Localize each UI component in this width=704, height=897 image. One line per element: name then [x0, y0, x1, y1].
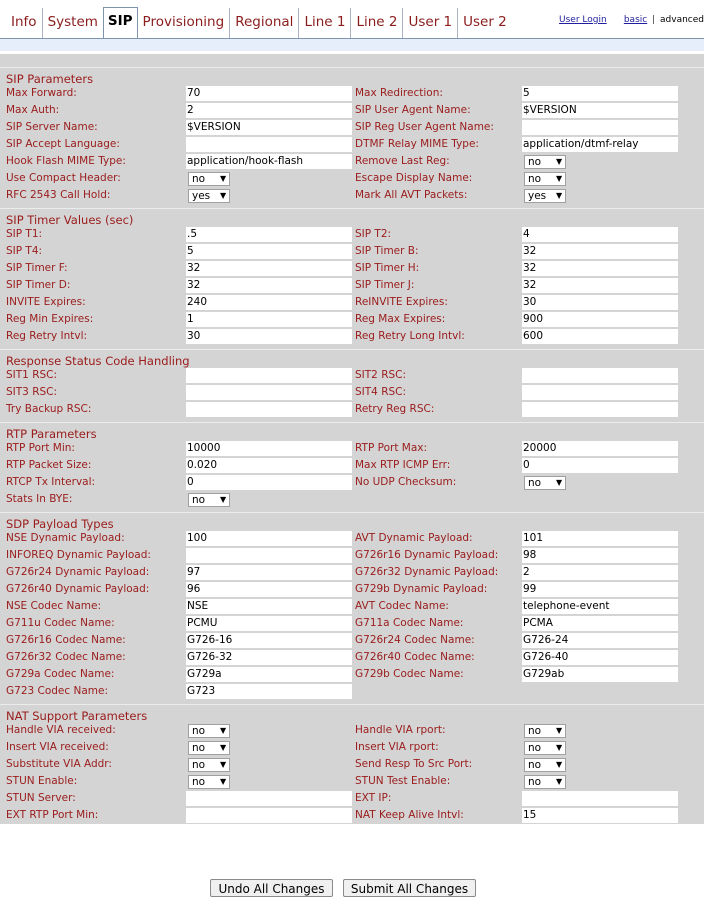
- dropdown-arrow-icon: ▼: [556, 760, 563, 769]
- tab-provisioning[interactable]: Provisioning: [142, 14, 225, 30]
- remove-last-reg-selected-value: no: [528, 155, 542, 168]
- g726r24-dynamic-payload-input[interactable]: 97: [186, 565, 352, 580]
- g726r16-dynamic-payload-input[interactable]: 98: [522, 548, 678, 563]
- sip-reg-user-agent-name-input[interactable]: [522, 120, 678, 135]
- form-row: [0, 440, 704, 457]
- nse-codec-name-label: NSE Codec Name:: [6, 600, 101, 612]
- ext-ip-input[interactable]: [522, 791, 678, 806]
- form-row: [0, 615, 704, 632]
- max-auth-label: Max Auth:: [6, 104, 60, 116]
- form-row: [0, 384, 704, 401]
- dropdown-arrow-icon: ▼: [556, 174, 563, 183]
- handle-via-received-select[interactable]: [188, 724, 230, 738]
- stun-enable-select[interactable]: [188, 775, 230, 789]
- handle-via-rport-select[interactable]: [524, 724, 566, 738]
- form-row: [0, 457, 704, 474]
- form-row: [0, 226, 704, 243]
- substitute-via-addr-selected-value: no: [192, 758, 206, 771]
- g711u-codec-name-label: G711u Codec Name:: [6, 617, 115, 629]
- rtp-port-min-label: RTP Port Min:: [6, 442, 75, 454]
- g726r16-dynamic-payload-label: G726r16 Dynamic Payload:: [355, 549, 499, 561]
- sip-timer-h-input[interactable]: 32: [522, 261, 678, 276]
- reg-retry-intvl-input[interactable]: 30: [186, 329, 352, 344]
- g726r32-dynamic-payload-input[interactable]: 2: [522, 565, 678, 580]
- sip-reg-user-agent-name-label: SIP Reg User Agent Name:: [355, 121, 494, 133]
- max-rtp-icmp-err-input[interactable]: 0: [522, 458, 678, 473]
- tab-user-1[interactable]: User 1: [402, 8, 457, 38]
- g711a-codec-name-label: G711a Codec Name:: [355, 617, 464, 629]
- sip-timer-f-label: SIP Timer F:: [6, 262, 68, 274]
- nat-keep-alive-intvl-label: NAT Keep Alive Intvl:: [355, 809, 464, 821]
- form-row: [0, 547, 704, 564]
- stun-enable-label: STUN Enable:: [6, 775, 78, 787]
- form-row: [0, 367, 704, 384]
- sip-user-agent-name-input[interactable]: $VERSION: [522, 103, 678, 118]
- tab-info[interactable]: Info: [11, 14, 37, 30]
- no-udp-checksum-select-wrapper: [522, 474, 678, 491]
- try-backup-rsc-label: Try Backup RSC:: [6, 403, 92, 415]
- form-row: [0, 756, 704, 773]
- tab-bar: [6, 8, 512, 38]
- view-links: [559, 15, 704, 25]
- form-row: [0, 243, 704, 260]
- dropdown-arrow-icon: ▼: [556, 777, 563, 786]
- use-compact-header-select-wrapper: [186, 170, 354, 187]
- sip-t2-input[interactable]: 4: [522, 227, 678, 242]
- g723-codec-name-label: G723 Codec Name:: [6, 685, 109, 697]
- nse-dynamic-payload-input[interactable]: 100: [186, 531, 352, 546]
- dtmf-relay-mime-type-input[interactable]: application/dtmf-relay: [522, 137, 678, 152]
- advanced-view-label: advanced: [660, 15, 704, 25]
- tab-line-2[interactable]: Line 2: [350, 8, 402, 38]
- stats-in-bye-select[interactable]: [188, 493, 230, 507]
- sit1-rsc-input[interactable]: [186, 368, 352, 383]
- handle-via-rport-select-wrapper: [522, 722, 678, 739]
- handle-via-rport-label: Handle VIA rport:: [355, 724, 446, 736]
- g726r40-codec-name-label: G726r40 Codec Name:: [355, 651, 475, 663]
- sip-t1-input[interactable]: .5: [186, 227, 352, 242]
- remove-last-reg-select[interactable]: [524, 155, 566, 169]
- stun-server-label: STUN Server:: [6, 792, 76, 804]
- insert-via-received-select-wrapper: [186, 739, 354, 756]
- dropdown-arrow-icon: ▼: [556, 191, 563, 200]
- inforeq-dynamic-payload-input[interactable]: [186, 548, 352, 563]
- g729b-dynamic-payload-label: G729b Dynamic Payload:: [355, 583, 488, 595]
- ext-ip-label: EXT IP:: [355, 792, 392, 804]
- send-resp-to-src-port-selected-value: no: [528, 758, 542, 771]
- stun-enable-select-wrapper: [186, 773, 354, 790]
- form-row: [0, 153, 704, 170]
- avt-dynamic-payload-input[interactable]: 101: [522, 531, 678, 546]
- g729a-codec-name-label: G729a Codec Name:: [6, 668, 115, 680]
- rtcp-tx-interval-label: RTCP Tx Interval:: [6, 476, 96, 488]
- form-row: [0, 649, 704, 666]
- g729b-dynamic-payload-input[interactable]: 99: [522, 582, 678, 597]
- ext-rtp-port-min-label: EXT RTP Port Min:: [6, 809, 99, 821]
- reg-min-expires-input[interactable]: 1: [186, 312, 352, 327]
- insert-via-received-select[interactable]: [188, 741, 230, 755]
- reinvite-expires-label: ReINVITE Expires:: [355, 296, 448, 308]
- send-resp-to-src-port-select-wrapper: [522, 756, 678, 773]
- rfc-2543-call-hold-label: RFC 2543 Call Hold:: [6, 189, 111, 201]
- form-row: [0, 666, 704, 683]
- user-login-link[interactable]: User Login: [559, 15, 607, 25]
- dropdown-arrow-icon: ▼: [220, 760, 227, 769]
- mark-all-avt-packets-selected-value: yes: [528, 189, 547, 202]
- sip-accept-language-input[interactable]: [186, 137, 352, 152]
- action-bar: [0, 876, 704, 896]
- sip-timer-d-label: SIP Timer D:: [6, 279, 71, 291]
- reinvite-expires-input[interactable]: 30: [522, 295, 678, 310]
- g726r32-codec-name-input[interactable]: G726-32: [186, 650, 352, 665]
- substitute-via-addr-select[interactable]: [188, 758, 230, 772]
- insert-via-received-selected-value: no: [192, 741, 206, 754]
- header-band: [0, 39, 704, 51]
- sip-t1-label: SIP T1:: [6, 228, 43, 240]
- section-title-sdp-payload-types: SDP Payload Types: [0, 512, 704, 530]
- stun-test-enable-select[interactable]: [524, 775, 566, 789]
- escape-display-name-selected-value: no: [528, 172, 542, 185]
- section-title-response-status-code-handling: Response Status Code Handling: [0, 349, 704, 367]
- submit-all-changes-button[interactable]: Submit All Changes: [343, 879, 476, 897]
- sit2-rsc-input[interactable]: [522, 368, 678, 383]
- tab-system[interactable]: System: [42, 8, 103, 38]
- stats-in-bye-select-wrapper: [186, 491, 354, 508]
- substitute-via-addr-label: Substitute VIA Addr:: [6, 758, 112, 770]
- form-row: [0, 102, 704, 119]
- form-row: [0, 564, 704, 581]
- tab-line-1[interactable]: Line 1: [298, 8, 350, 38]
- avt-dynamic-payload-label: AVT Dynamic Payload:: [355, 532, 473, 544]
- sip-timer-f-input[interactable]: 32: [186, 261, 352, 276]
- g726r40-codec-name-input[interactable]: G726-40: [522, 650, 678, 665]
- g726r40-dynamic-payload-label: G726r40 Dynamic Payload:: [6, 583, 150, 595]
- reg-retry-long-intvl-input[interactable]: 600: [522, 329, 678, 344]
- escape-display-name-label: Escape Display Name:: [355, 172, 473, 184]
- g726r24-codec-name-label: G726r24 Codec Name:: [355, 634, 475, 646]
- form-row: [0, 683, 704, 700]
- dropdown-arrow-icon: ▼: [220, 495, 227, 504]
- section-title-rtp-parameters: RTP Parameters: [0, 422, 704, 440]
- section-title-nat-support-parameters: NAT Support Parameters: [0, 704, 704, 722]
- remove-last-reg-label: Remove Last Reg:: [355, 155, 450, 167]
- form-row: [0, 632, 704, 649]
- form-row: [0, 85, 704, 102]
- form-row: [0, 170, 704, 187]
- handle-via-received-label: Handle VIA received:: [6, 724, 116, 736]
- g726r16-codec-name-input[interactable]: G726-16: [186, 633, 352, 648]
- insert-via-rport-selected-value: no: [528, 741, 542, 754]
- form-row: [0, 260, 704, 277]
- invite-expires-input[interactable]: 240: [186, 295, 352, 310]
- g729b-codec-name-label: G729b Codec Name:: [355, 668, 464, 680]
- rtcp-tx-interval-input[interactable]: 0: [186, 475, 352, 490]
- tab-user-2[interactable]: User 2: [457, 8, 512, 38]
- sip-accept-language-label: SIP Accept Language:: [6, 138, 120, 150]
- use-compact-header-selected-value: no: [192, 172, 206, 185]
- sit3-rsc-label: SIT3 RSC:: [6, 386, 58, 398]
- g729b-codec-name-input[interactable]: G729ab: [522, 667, 678, 682]
- no-udp-checksum-selected-value: no: [528, 476, 542, 489]
- sip-server-name-label: SIP Server Name:: [6, 121, 98, 133]
- substitute-via-addr-select-wrapper: [186, 756, 354, 773]
- dropdown-arrow-icon: ▼: [220, 777, 227, 786]
- mark-all-avt-packets-select-wrapper: [522, 187, 678, 204]
- remove-last-reg-select-wrapper: [522, 153, 678, 170]
- rtp-packet-size-input[interactable]: 0.020: [186, 458, 352, 473]
- form-row: [0, 474, 704, 491]
- hook-flash-mime-type-label: Hook Flash MIME Type:: [6, 155, 126, 167]
- form-row: [0, 581, 704, 598]
- sit2-rsc-label: SIT2 RSC:: [355, 369, 407, 381]
- stun-test-enable-selected-value: no: [528, 775, 542, 788]
- handle-via-received-selected-value: no: [192, 724, 206, 737]
- sip-user-agent-name-label: SIP User Agent Name:: [355, 104, 471, 116]
- max-rtp-icmp-err-label: Max RTP ICMP Err:: [355, 459, 451, 471]
- sip-timer-j-input[interactable]: 32: [522, 278, 678, 293]
- escape-display-name-select[interactable]: [524, 172, 566, 186]
- form-row: [0, 311, 704, 328]
- sit4-rsc-label: SIT4 RSC:: [355, 386, 407, 398]
- stun-test-enable-select-wrapper: [522, 773, 678, 790]
- sit3-rsc-input[interactable]: [186, 385, 352, 400]
- g726r32-codec-name-label: G726r32 Codec Name:: [6, 651, 126, 663]
- use-compact-header-label: Use Compact Header:: [6, 172, 121, 184]
- rfc-2543-call-hold-selected-value: yes: [192, 189, 211, 202]
- dropdown-arrow-icon: ▼: [556, 743, 563, 752]
- sit1-rsc-label: SIT1 RSC:: [6, 369, 58, 381]
- form-row: [0, 773, 704, 790]
- insert-via-received-label: Insert VIA received:: [6, 741, 109, 753]
- max-forward-input[interactable]: 70: [186, 86, 352, 101]
- sip-t2-label: SIP T2:: [355, 228, 392, 240]
- dropdown-arrow-icon: ▼: [220, 174, 227, 183]
- send-resp-to-src-port-label: Send Resp To Src Port:: [355, 758, 473, 770]
- stun-server-input[interactable]: [186, 791, 352, 806]
- form-row: [0, 598, 704, 615]
- form-row: [0, 807, 704, 824]
- form-row: [0, 790, 704, 807]
- form-row: [0, 119, 704, 136]
- avt-codec-name-label: AVT Codec Name:: [355, 600, 449, 612]
- form-row: [0, 187, 704, 204]
- g711u-codec-name-input[interactable]: PCMU: [186, 616, 352, 631]
- sip-server-name-input[interactable]: $VERSION: [186, 120, 352, 135]
- g726r40-dynamic-payload-input[interactable]: 96: [186, 582, 352, 597]
- invite-expires-label: INVITE Expires:: [6, 296, 86, 308]
- dropdown-arrow-icon: ▼: [220, 191, 227, 200]
- dropdown-arrow-icon: ▼: [556, 726, 563, 735]
- g711a-codec-name-input[interactable]: PCMA: [522, 616, 678, 631]
- dropdown-arrow-icon: ▼: [220, 743, 227, 752]
- form-row: [0, 722, 704, 739]
- sip-t4-input[interactable]: 5: [186, 244, 352, 259]
- form-row: [0, 328, 704, 345]
- stats-in-bye-selected-value: no: [192, 493, 206, 506]
- reg-max-expires-label: Reg Max Expires:: [355, 313, 446, 325]
- handle-via-received-select-wrapper: [186, 722, 354, 739]
- g726r24-codec-name-input[interactable]: G726-24: [522, 633, 678, 648]
- form-row: [0, 294, 704, 311]
- dropdown-arrow-icon: ▼: [220, 726, 227, 735]
- basic-view-link[interactable]: basic: [623, 15, 648, 25]
- sip-timer-j-label: SIP Timer J:: [355, 279, 415, 291]
- sip-timer-d-input[interactable]: 32: [186, 278, 352, 293]
- mark-all-avt-packets-label: Mark All AVT Packets:: [355, 189, 468, 201]
- dtmf-relay-mime-type-label: DTMF Relay MIME Type:: [355, 138, 479, 150]
- tab-sip[interactable]: SIP: [103, 7, 138, 38]
- form-row: [0, 136, 704, 153]
- rfc-2543-call-hold-select-wrapper: [186, 187, 354, 204]
- stun-test-enable-label: STUN Test Enable:: [355, 775, 451, 787]
- sip-t4-label: SIP T4:: [6, 245, 43, 257]
- reg-min-expires-label: Reg Min Expires:: [6, 313, 94, 325]
- dropdown-arrow-icon: ▼: [556, 478, 563, 487]
- g723-codec-name-input[interactable]: G723: [186, 684, 352, 699]
- g726r32-dynamic-payload-label: G726r32 Dynamic Payload:: [355, 566, 499, 578]
- g726r16-codec-name-label: G726r16 Codec Name:: [6, 634, 126, 646]
- insert-via-rport-label: Insert VIA rport:: [355, 741, 439, 753]
- send-resp-to-src-port-select[interactable]: [524, 758, 566, 772]
- max-redirection-label: Max Redirection:: [355, 87, 443, 99]
- avt-codec-name-input[interactable]: telephone-event: [522, 599, 678, 614]
- section-title-sip-timer-values-sec: SIP Timer Values (sec): [0, 208, 704, 226]
- reg-retry-intvl-label: Reg Retry Intvl:: [6, 330, 88, 342]
- form-row: [0, 530, 704, 547]
- try-backup-rsc-input[interactable]: [186, 402, 352, 417]
- max-auth-input[interactable]: 2: [186, 103, 352, 118]
- form-row: [0, 739, 704, 756]
- nse-dynamic-payload-label: NSE Dynamic Payload:: [6, 532, 125, 544]
- mark-all-avt-packets-select[interactable]: [524, 189, 566, 203]
- rtp-packet-size-label: RTP Packet Size:: [6, 459, 92, 471]
- escape-display-name-select-wrapper: [522, 170, 678, 187]
- top-navigation: [0, 0, 704, 40]
- dropdown-arrow-icon: ▼: [556, 157, 563, 166]
- tab-regional[interactable]: Regional: [229, 8, 298, 38]
- nse-codec-name-input[interactable]: NSE: [186, 599, 352, 614]
- sip-timer-b-label: SIP Timer B:: [355, 245, 419, 257]
- inforeq-dynamic-payload-label: INFOREQ Dynamic Payload:: [6, 549, 151, 561]
- reg-retry-long-intvl-label: Reg Retry Long Intvl:: [355, 330, 465, 342]
- hook-flash-mime-type-input[interactable]: application/hook-flash: [186, 154, 352, 169]
- insert-via-rport-select[interactable]: [524, 741, 566, 755]
- rtp-port-max-input[interactable]: 20000: [522, 441, 678, 456]
- stats-in-bye-label: Stats In BYE:: [6, 493, 73, 505]
- max-forward-label: Max Forward:: [6, 87, 77, 99]
- rtp-port-min-input[interactable]: 10000: [186, 441, 352, 456]
- sit4-rsc-input[interactable]: [522, 385, 678, 400]
- link-separator: |: [652, 15, 656, 25]
- retry-reg-rsc-label: Retry Reg RSC:: [355, 403, 435, 415]
- g729a-codec-name-input[interactable]: G729a: [186, 667, 352, 682]
- handle-via-rport-selected-value: no: [528, 724, 542, 737]
- section-spacer: [0, 54, 704, 67]
- settings-form: [0, 54, 704, 824]
- reg-max-expires-input[interactable]: 900: [522, 312, 678, 327]
- form-row: [0, 401, 704, 418]
- form-row: [0, 491, 704, 508]
- no-udp-checksum-label: No UDP Checksum:: [355, 476, 457, 488]
- rfc-2543-call-hold-select[interactable]: [188, 189, 230, 203]
- sip-timer-b-input[interactable]: 32: [522, 244, 678, 259]
- sip-timer-h-label: SIP Timer H:: [355, 262, 420, 274]
- no-udp-checksum-select[interactable]: [524, 476, 566, 490]
- form-row: [0, 277, 704, 294]
- retry-reg-rsc-input[interactable]: [522, 402, 678, 417]
- nat-keep-alive-intvl-input[interactable]: 15: [522, 808, 678, 823]
- rtp-port-max-label: RTP Port Max:: [355, 442, 428, 454]
- use-compact-header-select[interactable]: [188, 172, 230, 186]
- ext-rtp-port-min-input[interactable]: [186, 808, 352, 823]
- stun-enable-selected-value: no: [192, 775, 206, 788]
- insert-via-rport-select-wrapper: [522, 739, 678, 756]
- undo-all-changes-button[interactable]: Undo All Changes: [210, 879, 333, 897]
- g726r24-dynamic-payload-label: G726r24 Dynamic Payload:: [6, 566, 150, 578]
- section-title-sip-parameters: SIP Parameters: [0, 67, 704, 85]
- max-redirection-input[interactable]: 5: [522, 86, 678, 101]
